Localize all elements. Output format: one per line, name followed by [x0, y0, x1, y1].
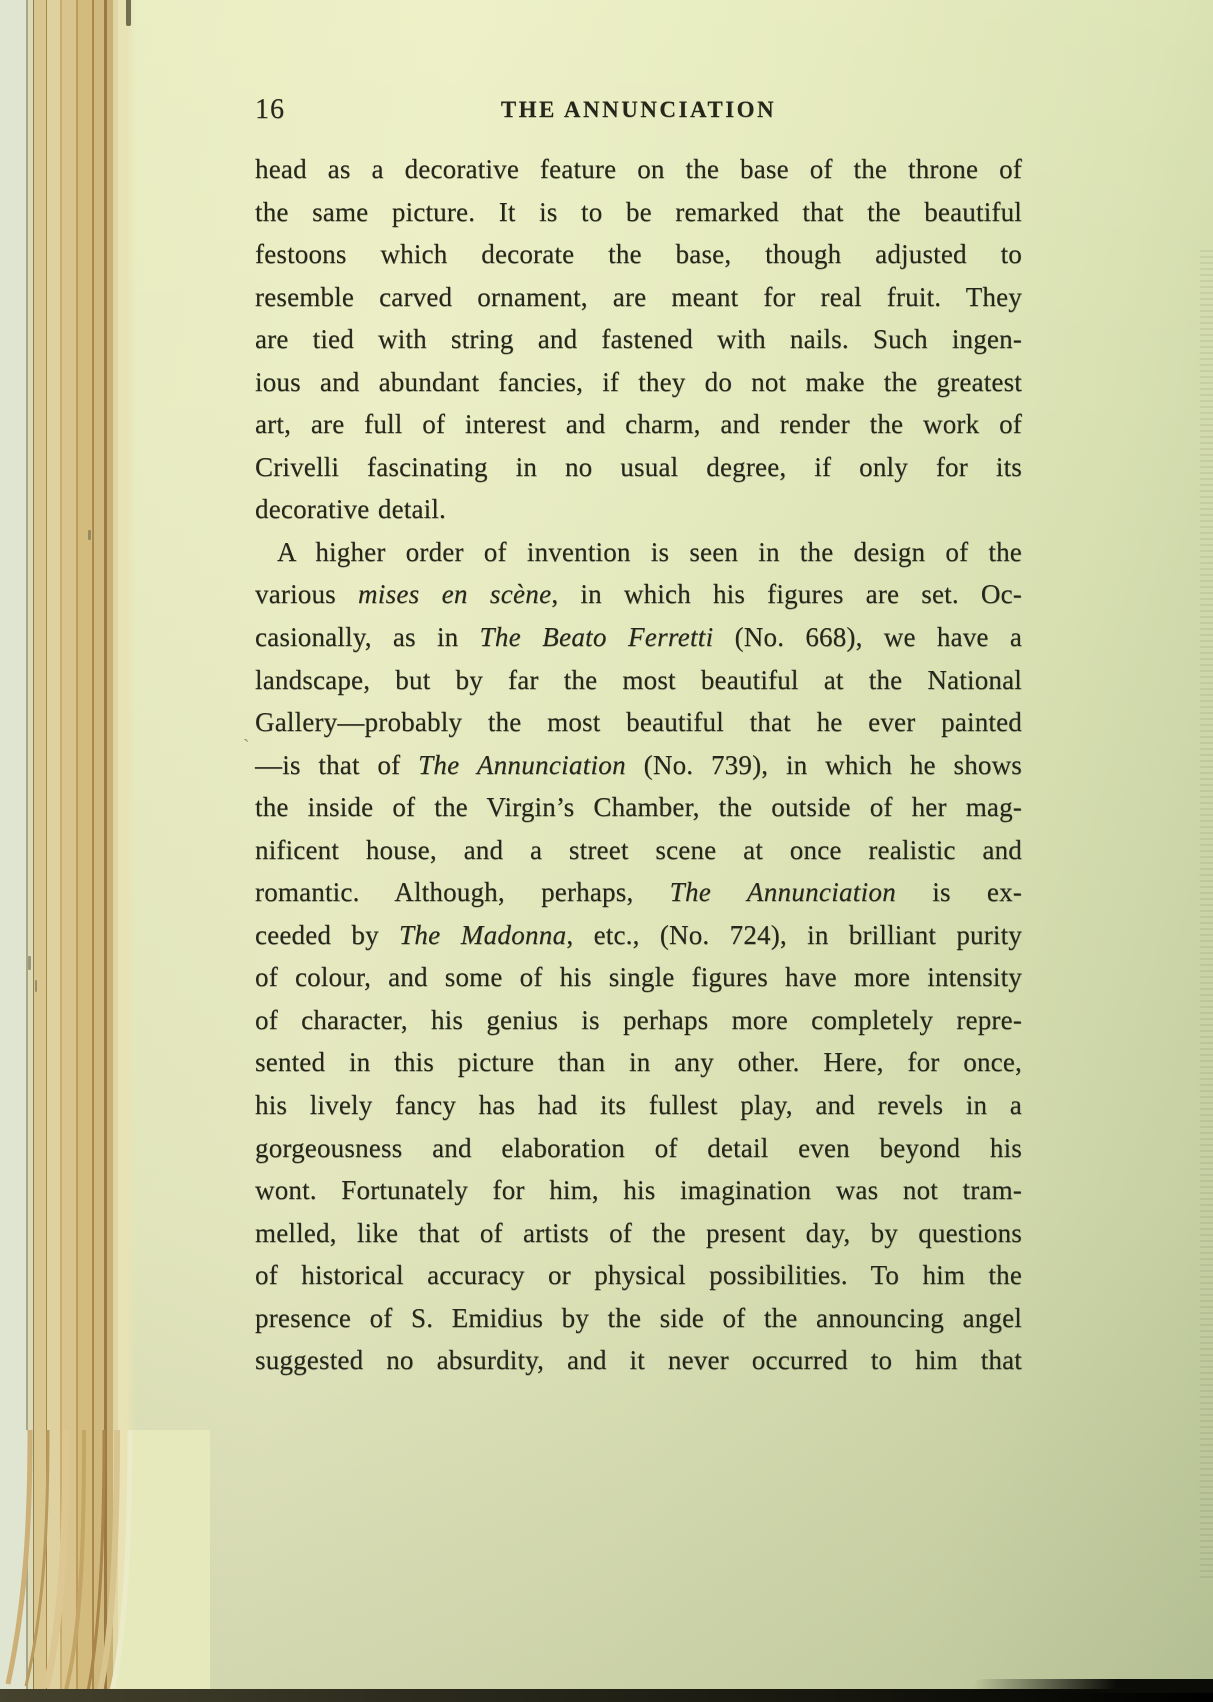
text-line: presence of S. Emidius by the side of the announcing angel [255, 1302, 1022, 1333]
scan-speck [28, 956, 31, 970]
text-line: romantic. Although, perhaps, The Annunciation is ex- [255, 877, 1023, 908]
underleaf-edge-stripes [1200, 250, 1213, 1582]
scan-speck [35, 980, 37, 992]
text-line: nificent house, and a street scene at once realistic and [255, 834, 1022, 865]
text-line: casionally, as in The Beato Ferretti (No. 668), we have a [255, 622, 1022, 653]
text-line: of colour, and some of his single figures have more intensity [255, 962, 1022, 993]
text-line: landscape, but by far the most beautiful at the National [255, 664, 1022, 695]
text-line: the same picture. It is to be remarked that the beautiful [255, 196, 1022, 227]
print-artifact-tickmark: ` [243, 736, 250, 758]
text-line: art, are full of interest and charm, and render the work of [255, 409, 1022, 440]
running-header [255, 92, 1022, 134]
text-line: the inside of the Virgin’s Chamber, the outside of her mag- [255, 792, 1022, 823]
text-line: ious and abundant fancies, if they do not make the greatest [255, 366, 1022, 397]
text-line: his lively fancy has had its fullest play, and revels in a [255, 1090, 1022, 1121]
text-line: various mises en scène, in which his figures are set. Oc- [255, 579, 1022, 610]
text-block [255, 148, 1022, 1382]
text-line: resemble carved ornament, are meant for real fruit. They [255, 281, 1022, 312]
text-line: festoons which decorate the base, though adjusted to [255, 239, 1022, 270]
text-line: Crivelli fascinating in no usual degree, if only for its [255, 451, 1022, 482]
text-line: of historical accuracy or physical possibilities. To him the [255, 1260, 1022, 1291]
text-line: sented in this picture than in any other. Here, for once, [255, 1047, 1022, 1078]
scan-edge-mark [126, 0, 131, 26]
text-line: —is that of The Annunciation (No. 739), in which he shows [255, 749, 1023, 780]
text-line: are tied with string and fastened with nails. Such ingen- [255, 324, 1022, 355]
text-line: of character, his genius is perhaps more completely repre- [255, 1004, 1022, 1035]
text-line: Gallery—probably the most beautiful that he ever painted [255, 707, 1022, 738]
text-line: decorative detail. [255, 494, 447, 525]
page-title: THE ANNUNCIATION [500, 97, 777, 122]
text-line: melled, like that of artists of the present day, by questions [255, 1217, 1022, 1248]
text-line: wont. Fortunately for him, his imagination was not tram- [255, 1175, 1022, 1206]
page-edge-splay [0, 1430, 210, 1692]
text-line: gorgeousness and elaboration of detail even beyond his [255, 1132, 1022, 1163]
text-line: head as a decorative feature on the base of the throne of [255, 154, 1022, 184]
text-line: ceeded by The Madonna, etc., (No. 724), in brilliant purity [255, 919, 1023, 950]
text-line: A higher order of invention is seen in the design of the [277, 536, 1022, 567]
scan-speck [88, 530, 91, 540]
text-line: suggested no absurdity, and it never occurred to him that [255, 1345, 1022, 1376]
bottom-right-scan-shadow [973, 1679, 1213, 1693]
page-number: 16 [255, 94, 285, 125]
